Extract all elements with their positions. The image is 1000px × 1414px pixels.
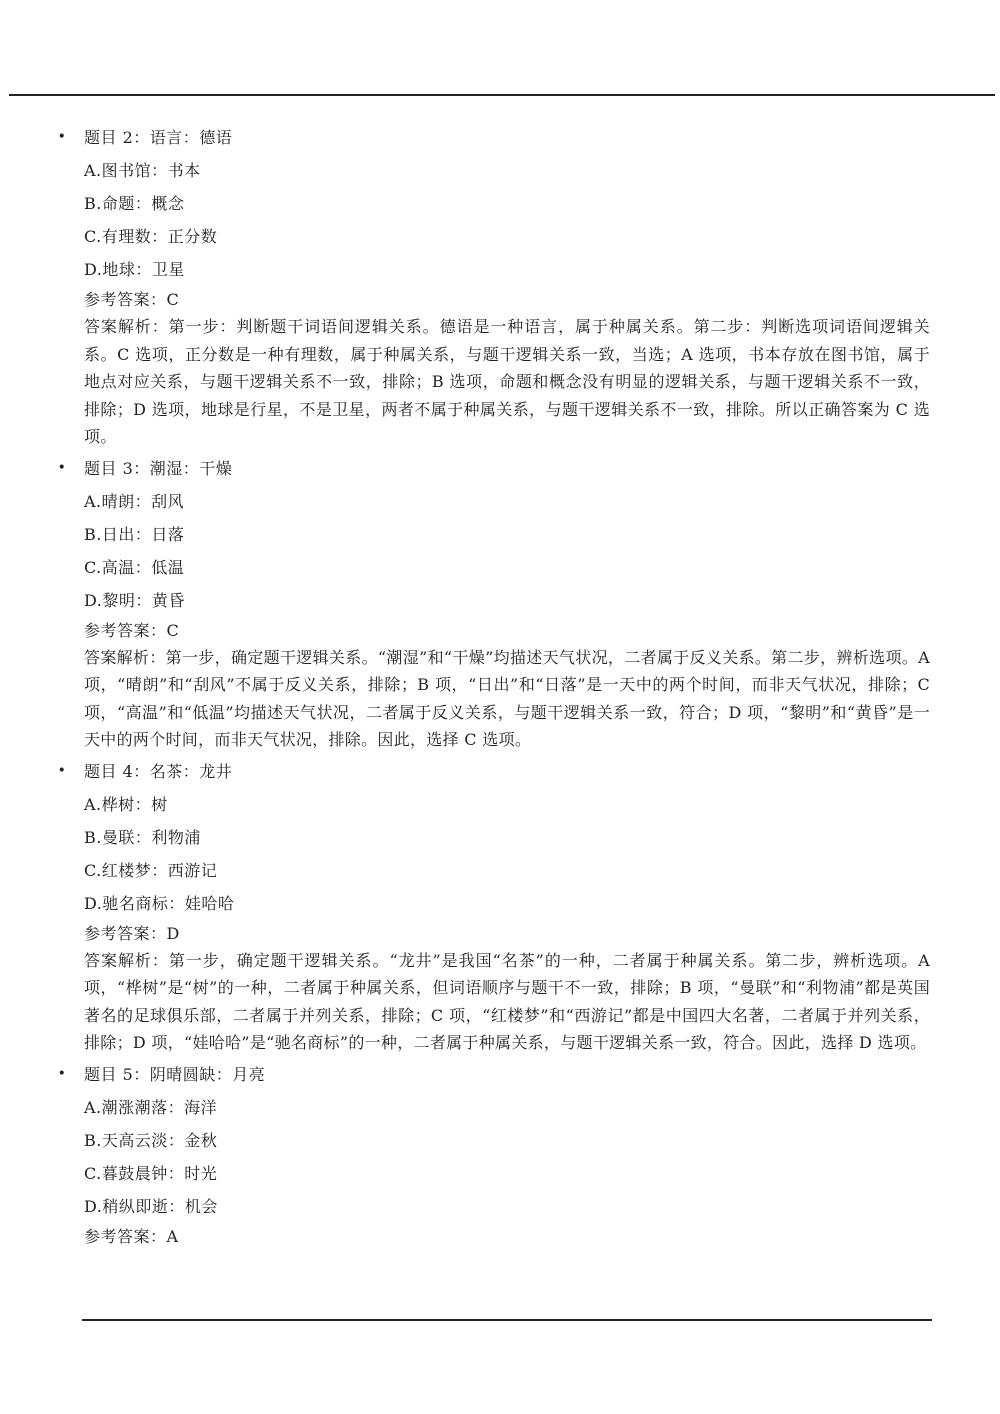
answer-analysis: 答案解析：第一步，确定题干逻辑关系。“潮湿”和“干燥”均描述天气状况，二者属于反义关系。第二步，辨析选项。A 项，“晴朗”和“刮风”不属于反义关系，排除；B 项，“日出”和“日落”是一天中的两个时间，而非天气状况，排除；C 项，“高温”和“低温”均描述天气状况，二者属于反义关系，与题干逻辑关系一致，符合；D 项，“黎明”和“黄昏”是一天中的两个时间，而非天气状况，排除。因此，选择 C 选项。 <box>84 647 930 749</box>
option-b: B.曼联：利物浦 <box>84 827 201 847</box>
question-title: • 题目 3：潮湿：干燥 <box>84 452 1000 485</box>
bullet-icon: • <box>57 129 67 145</box>
question-title: • 题目 4：名茶：龙井 <box>84 755 1000 788</box>
question-item <box>0 755 1000 1057</box>
option-b: B.命题：概念 <box>84 194 185 213</box>
option-c: C.高温：低温 <box>84 557 185 577</box>
reference-answer: 参考答案：D <box>84 923 180 943</box>
answer-analysis: 答案解析：第一步：判断题干词语间逻辑关系。德语是一种语言，属于种属关系。第二步：判断选项词语间逻辑关系。C 选项，正分数是一种有理数，属于种属关系，与题干逻辑关系一致，当选；A 选项，书本存放在图书馆，属于地点对应关系，与题干逻辑关系不一致，排除；B 选项，命题和概念没有明显的逻辑关系，与题干逻辑关系不一致，排除；D 选项，地球是行星，不是卫星，两者不属于种属关系，与题干逻辑关系不一致，排除。所以正确答案为 C 选项。 <box>84 317 930 446</box>
bullet-icon: • <box>57 1065 67 1082</box>
reference-answer: 参考答案：A <box>84 1226 179 1246</box>
header-rule <box>9 94 995 96</box>
option-b: B.日出：日落 <box>84 524 185 544</box>
question-title: • 题目 5：阴晴圆缺：月亮 <box>84 1058 1000 1091</box>
option-c: C.暮鼓晨钟：时光 <box>84 1163 218 1183</box>
option-a: A.图书馆：书本 <box>84 161 201 180</box>
option-d: D.稍纵即逝：机会 <box>84 1196 218 1216</box>
bullet-icon: • <box>57 459 67 476</box>
question-item <box>0 121 1000 451</box>
footer-rule <box>82 1319 932 1321</box>
option-d: D.地球：卫星 <box>84 260 185 279</box>
bullet-icon: • <box>57 762 67 779</box>
option-d: D.驰名商标：娃哈哈 <box>84 893 235 913</box>
question-item <box>0 1058 1000 1250</box>
option-c: C.红楼梦：西游记 <box>84 860 218 880</box>
option-a: A.潮涨潮落：海洋 <box>84 1097 218 1117</box>
option-c: C.有理数：正分数 <box>84 227 218 246</box>
reference-answer: 参考答案：C <box>84 620 180 640</box>
question-title: • 题目 2：语言：德语 <box>84 121 1000 154</box>
reference-answer: 参考答案：C <box>84 290 180 309</box>
option-a: A.晴朗：刮风 <box>84 491 185 511</box>
option-a: A.桦树：树 <box>84 794 168 814</box>
question-list <box>0 121 1000 1250</box>
answer-analysis: 答案解析：第一步，确定题干逻辑关系。“龙井”是我国“名茶”的一种，二者属于种属关系。第二步，辨析选项。A 项，“桦树”是“树”的一种，二者属于种属关系，但词语顺序与题干不一致，排除；B 项，“曼联”和“利物浦”都是英国著名的足球俱乐部，二者属于并列关系，排除；C 项，“红楼梦”和“西游记”都是中国四大名著，二者属于并列关系，排除；D 项，“娃哈哈”是“驰名商标”的一种，二者属于种属关系，与题干逻辑关系一致，符合。因此，选择 D 选项。 <box>84 950 930 1052</box>
option-b: B.天高云淡：金秋 <box>84 1130 218 1150</box>
option-d: D.黎明：黄昏 <box>84 590 185 610</box>
question-item <box>0 452 1000 754</box>
